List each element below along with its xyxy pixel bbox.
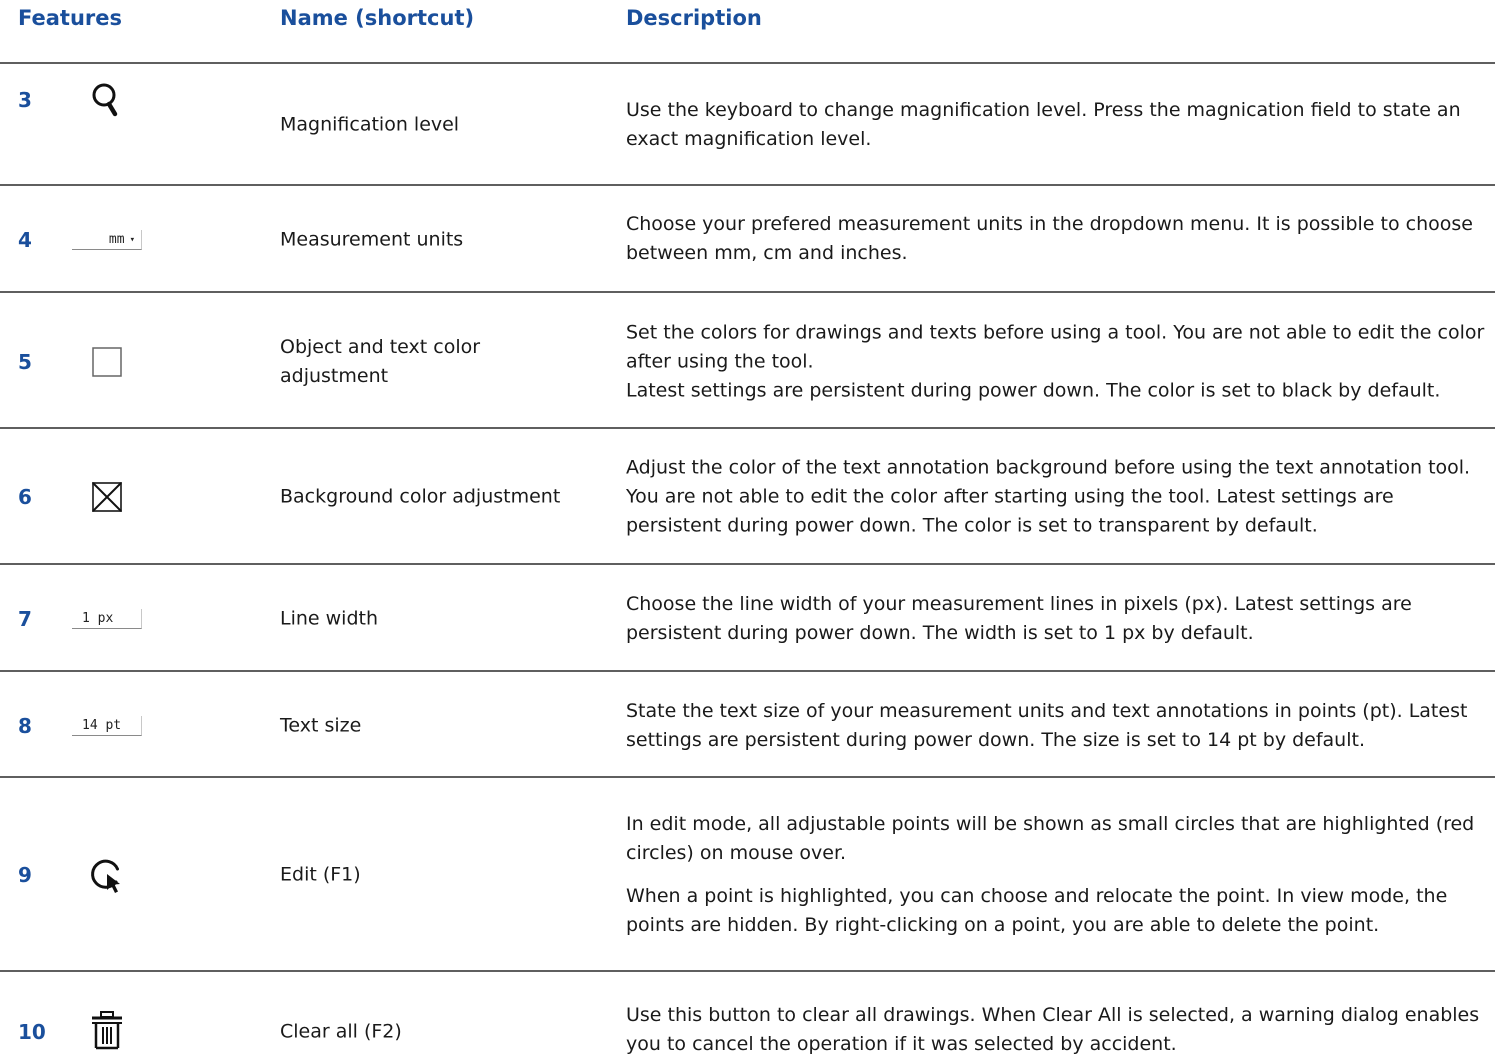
- magnifier-icon: [72, 80, 142, 120]
- feature-description: Set the colors for drawings and texts before using a tool. You are not able to edit the color after using the tool. Latest settings are persistent during power down. The color is set to black by default.: [626, 321, 1485, 402]
- feature-name: Edit (F1): [280, 863, 361, 886]
- table-row-units: [0, 186, 1495, 293]
- feature-name: Background color adjustment: [280, 485, 561, 508]
- feature-number: 6: [18, 485, 32, 509]
- feature-description: Choose your prefered measurement units in the dropdown menu. It is possible to choose between mm, cm and inches.: [626, 213, 1473, 264]
- feature-number: 7: [18, 607, 32, 631]
- line-width-field: 1 px: [72, 599, 142, 639]
- header-features: Features: [18, 6, 122, 30]
- table-row-object-color: [0, 293, 1495, 429]
- feature-name: Magnification level: [280, 113, 460, 136]
- feature-number: 10: [18, 1020, 46, 1044]
- feature-number: 9: [18, 863, 32, 887]
- units-dropdown: mm ▾: [72, 220, 142, 260]
- transparent-swatch-icon: [72, 477, 142, 517]
- table-row-magnification: [0, 64, 1495, 186]
- table-row-background-color: [0, 429, 1495, 565]
- feature-description: Adjust the color of the text annotation background before using the text annotation tool. You are not able to edit the color after starting using the tool. Latest settings are persistent during power down. The color is set to transparent by default.: [626, 456, 1471, 537]
- feature-name: Object and text color adjustment: [280, 336, 481, 387]
- edit-cursor-icon: [72, 855, 142, 895]
- table-header: [0, 0, 1495, 64]
- color-swatch-icon: [72, 342, 142, 382]
- feature-name: Line width: [280, 607, 379, 630]
- header-description: Description: [626, 6, 762, 30]
- feature-number: 8: [18, 714, 32, 738]
- trash-icon: [72, 1010, 142, 1050]
- feature-number: 4: [18, 228, 32, 252]
- feature-description: Use this button to clear all drawings. When Clear All is selected, a warning dialog enables you to cancel the operation if it was selected by accident.: [626, 1004, 1480, 1055]
- table-row-edit: [0, 778, 1495, 972]
- feature-number: 3: [18, 88, 32, 112]
- feature-description: State the text size of your measurement units and text annotations in points (pt). Latest settings are persistent during power down. The size is set to 14 pt by default.: [626, 700, 1468, 751]
- chevron-down-icon: ▾: [129, 234, 135, 245]
- feature-name: Measurement units: [280, 228, 464, 251]
- feature-description: Use the keyboard to change magnification level. Press the magnication field to state an exact magnification level.: [626, 99, 1461, 150]
- feature-description: In edit mode, all adjustable points will be shown as small circles that are highlighted (red circles) on mouse over. When a point is highlighted, you can choose and relocate the point. In view mode, the points are hidden. By right-clicking on a point, you are able to delete the point.: [626, 813, 1475, 936]
- table-row-line-width: [0, 565, 1495, 672]
- feature-number: 5: [18, 350, 32, 374]
- header-name: Name (shortcut): [280, 6, 475, 30]
- table-row-clear-all: [0, 972, 1495, 1058]
- feature-description: Choose the line width of your measurement lines in pixels (px). Latest settings are persistent during power down. The width is set to 1 px by default.: [626, 593, 1412, 644]
- feature-name: Text size: [280, 714, 362, 737]
- feature-name: Clear all (F2): [280, 1020, 402, 1043]
- table-row-text-size: [0, 672, 1495, 778]
- text-size-field: 14 pt: [72, 706, 142, 746]
